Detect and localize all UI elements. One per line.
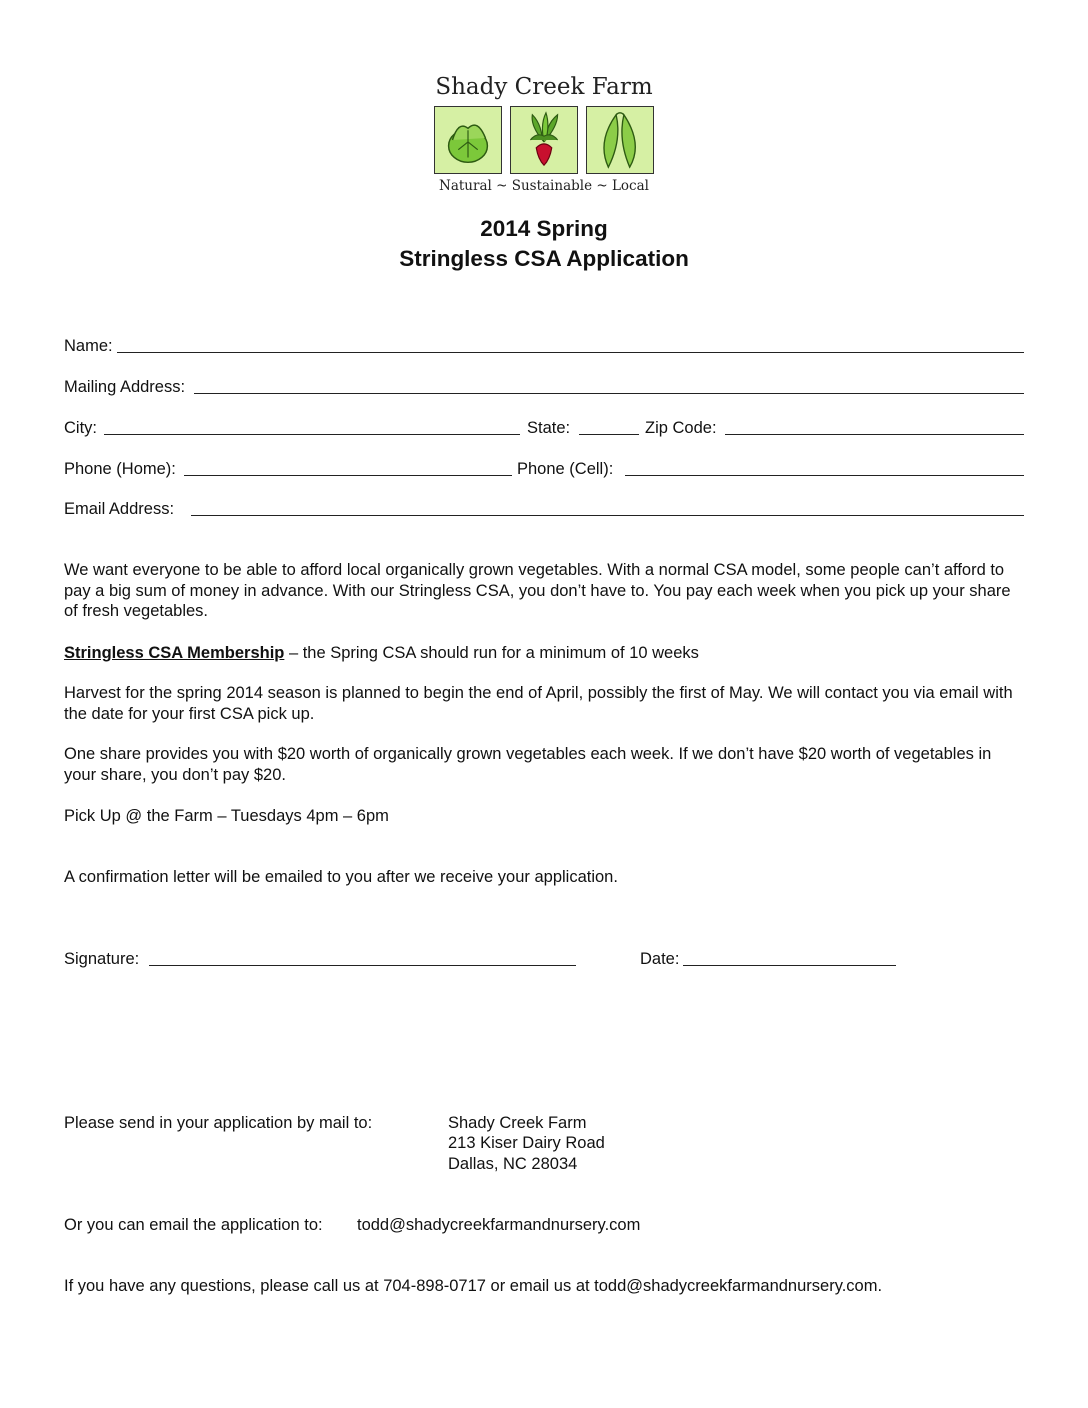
mail-instruction: Please send in your application by mail to: — [64, 1114, 373, 1132]
form-title-line1: 2014 Spring — [480, 216, 608, 241]
signature-label: Signature: — [64, 950, 140, 968]
name-label: Name: — [64, 337, 113, 355]
date-field[interactable] — [683, 965, 896, 966]
name-field[interactable] — [117, 352, 1024, 353]
mailing-address-field[interactable] — [194, 393, 1024, 394]
mail-address-line2: 213 Kiser Dairy Road — [448, 1134, 605, 1152]
cabbage-icon — [434, 106, 502, 174]
email-field[interactable] — [191, 515, 1024, 516]
membership-text: – the Spring CSA should run for a minimum of 10 weeks — [284, 644, 699, 662]
city-label: City: — [64, 419, 97, 437]
membership-title: Stringless CSA Membership — [64, 644, 285, 662]
state-label: State: — [527, 419, 571, 437]
farm-name: Shady Creek Farm — [435, 74, 653, 100]
phone-cell-field[interactable] — [625, 475, 1024, 476]
zip-field[interactable] — [725, 434, 1024, 435]
mail-address-line1: Shady Creek Farm — [448, 1114, 587, 1132]
intro-paragraph: We want everyone to be able to afford local organically grown vegetables. With a normal CSA model, some people can’t afford to pay a big sum of money in advance. With our Stringless CSA, you don’t have to. You pay each week when you pick up your share of fresh vegetables. — [64, 561, 1011, 620]
questions-line: If you have any questions, please call us at 704-898-0717 or email us at todd@shadycreekfarmandnursery.com. — [64, 1277, 883, 1295]
bean-icon — [586, 106, 654, 174]
harvest-paragraph: Harvest for the spring 2014 season is planned to begin the end of April, possibly the first of May. We will contact you via email with the date for your first CSA pick up. — [64, 684, 1013, 723]
share-paragraph: One share provides you with $20 worth of organically grown vegetables each week. If we don’t have $20 worth of vegetables in your share, you don’t pay $20. — [64, 745, 992, 784]
confirmation-note: A confirmation letter will be emailed to you after we receive your application. — [64, 868, 618, 886]
phone-home-field[interactable] — [184, 475, 512, 476]
pickup-info: Pick Up @ the Farm – Tuesdays 4pm – 6pm — [64, 807, 389, 825]
mail-address-line3: Dallas, NC 28034 — [448, 1155, 578, 1173]
email-address-link[interactable]: todd@shadycreekfarmandnursery.com — [357, 1216, 641, 1234]
mailing-address-label: Mailing Address: — [64, 378, 186, 396]
phone-home-label: Phone (Home): — [64, 460, 176, 478]
membership-line — [64, 643, 699, 663]
beet-icon — [510, 106, 578, 174]
farm-tagline: Natural ~ Sustainable ~ Local — [439, 178, 649, 194]
zip-label: Zip Code: — [645, 419, 717, 437]
state-field[interactable] — [579, 434, 639, 435]
signature-field[interactable] — [149, 965, 576, 966]
email-label: Email Address: — [64, 500, 175, 518]
date-label: Date: — [640, 950, 680, 968]
email-instruction: Or you can email the application to: — [64, 1216, 323, 1234]
phone-cell-label: Phone (Cell): — [517, 460, 614, 478]
city-field[interactable] — [104, 434, 520, 435]
form-title-line2: Stringless CSA Application — [399, 246, 689, 271]
